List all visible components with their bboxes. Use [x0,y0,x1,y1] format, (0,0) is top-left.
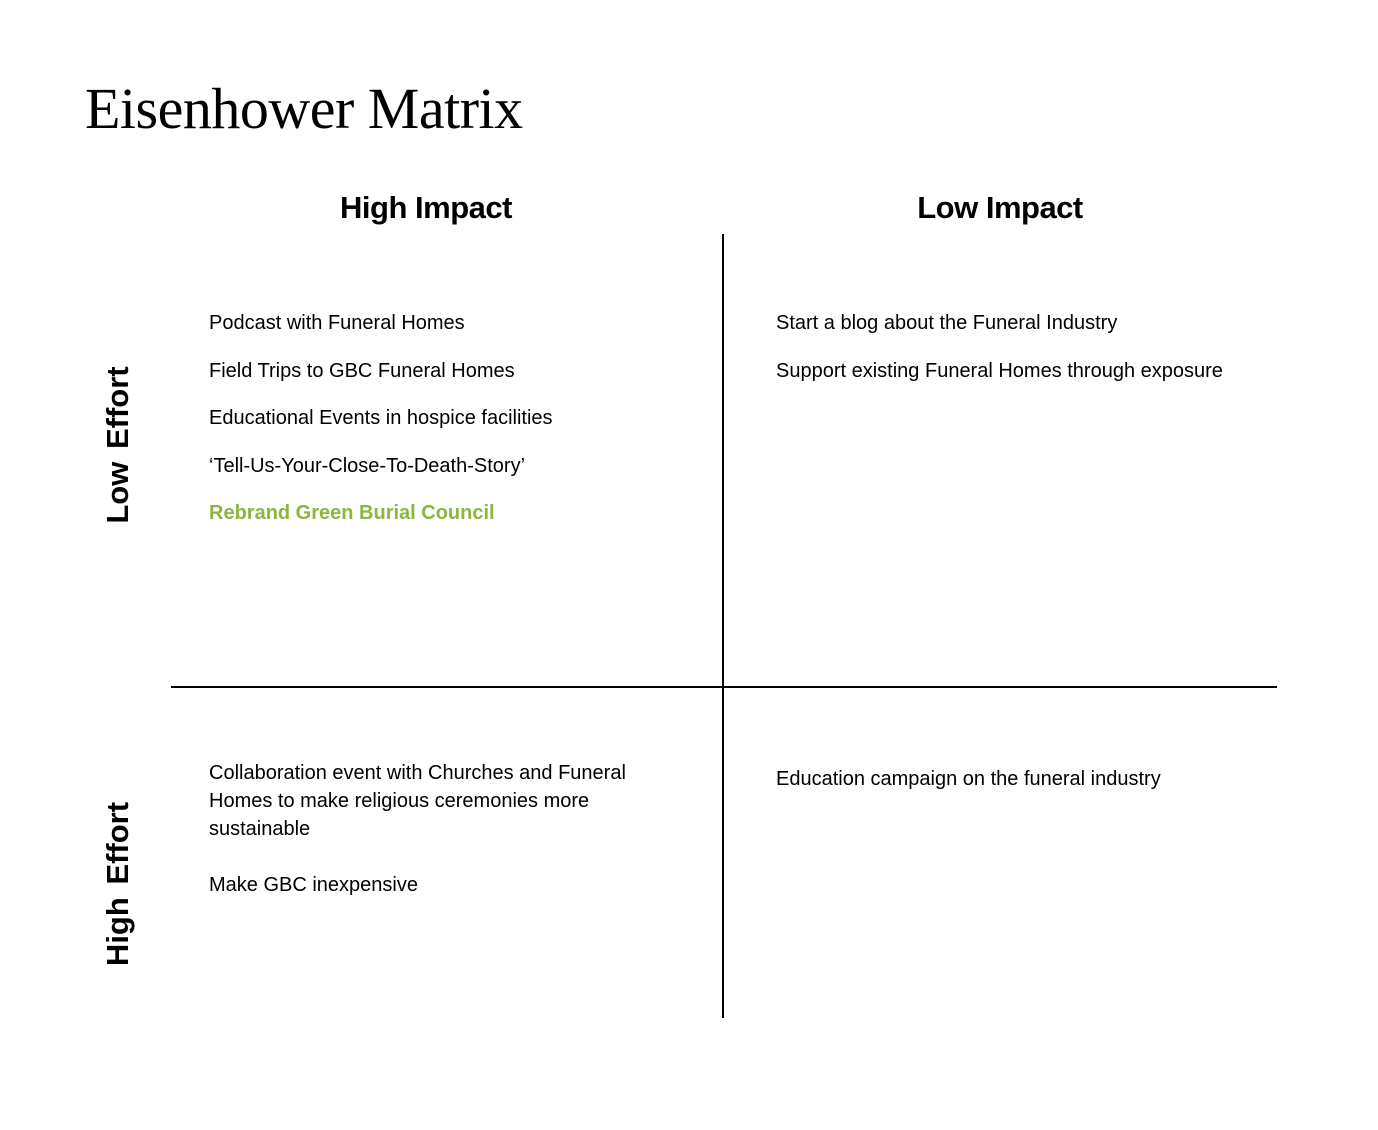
quadrant-item: Education campaign on the funeral industry [776,768,1161,790]
quadrant-item: Start a blog about the Funeral Industry [776,312,1118,334]
quadrant-low-impact-low-effort [776,309,1316,404]
row-header-low-effort-label: Low Effort [100,366,135,524]
quadrant-item: Educational Events in hospice facilities [209,407,553,429]
horizontal-axis-line [171,686,1277,688]
column-header-high-impact: High Impact [340,190,512,225]
vertical-axis-line [722,234,724,1018]
row-header-high-effort-label: High Effort [100,801,135,967]
quadrant-low-impact-high-effort [776,765,1316,793]
quadrant-high-impact-low-effort [209,309,709,547]
quadrant-item: ‘Tell-Us-Your-Close-To-Death-Story’ [209,454,526,477]
quadrant-item: Field Trips to GBC Funeral Homes [209,359,515,382]
page-title: Eisenhower Matrix [85,76,523,141]
quadrant-item-highlighted: Rebrand Green Burial Council [209,502,495,524]
quadrant-high-impact-high-effort [209,759,679,927]
quadrant-item: Collaboration event with Churches and Funeral Homes to make religious ceremonies more sustainable [209,762,626,840]
quadrant-item: Support existing Funeral Homes through exposure [776,359,1223,382]
quadrant-item: Make GBC inexpensive [209,874,418,896]
column-header-low-impact: Low Impact [917,190,1083,225]
quadrant-item: Podcast with Funeral Homes [209,312,465,334]
